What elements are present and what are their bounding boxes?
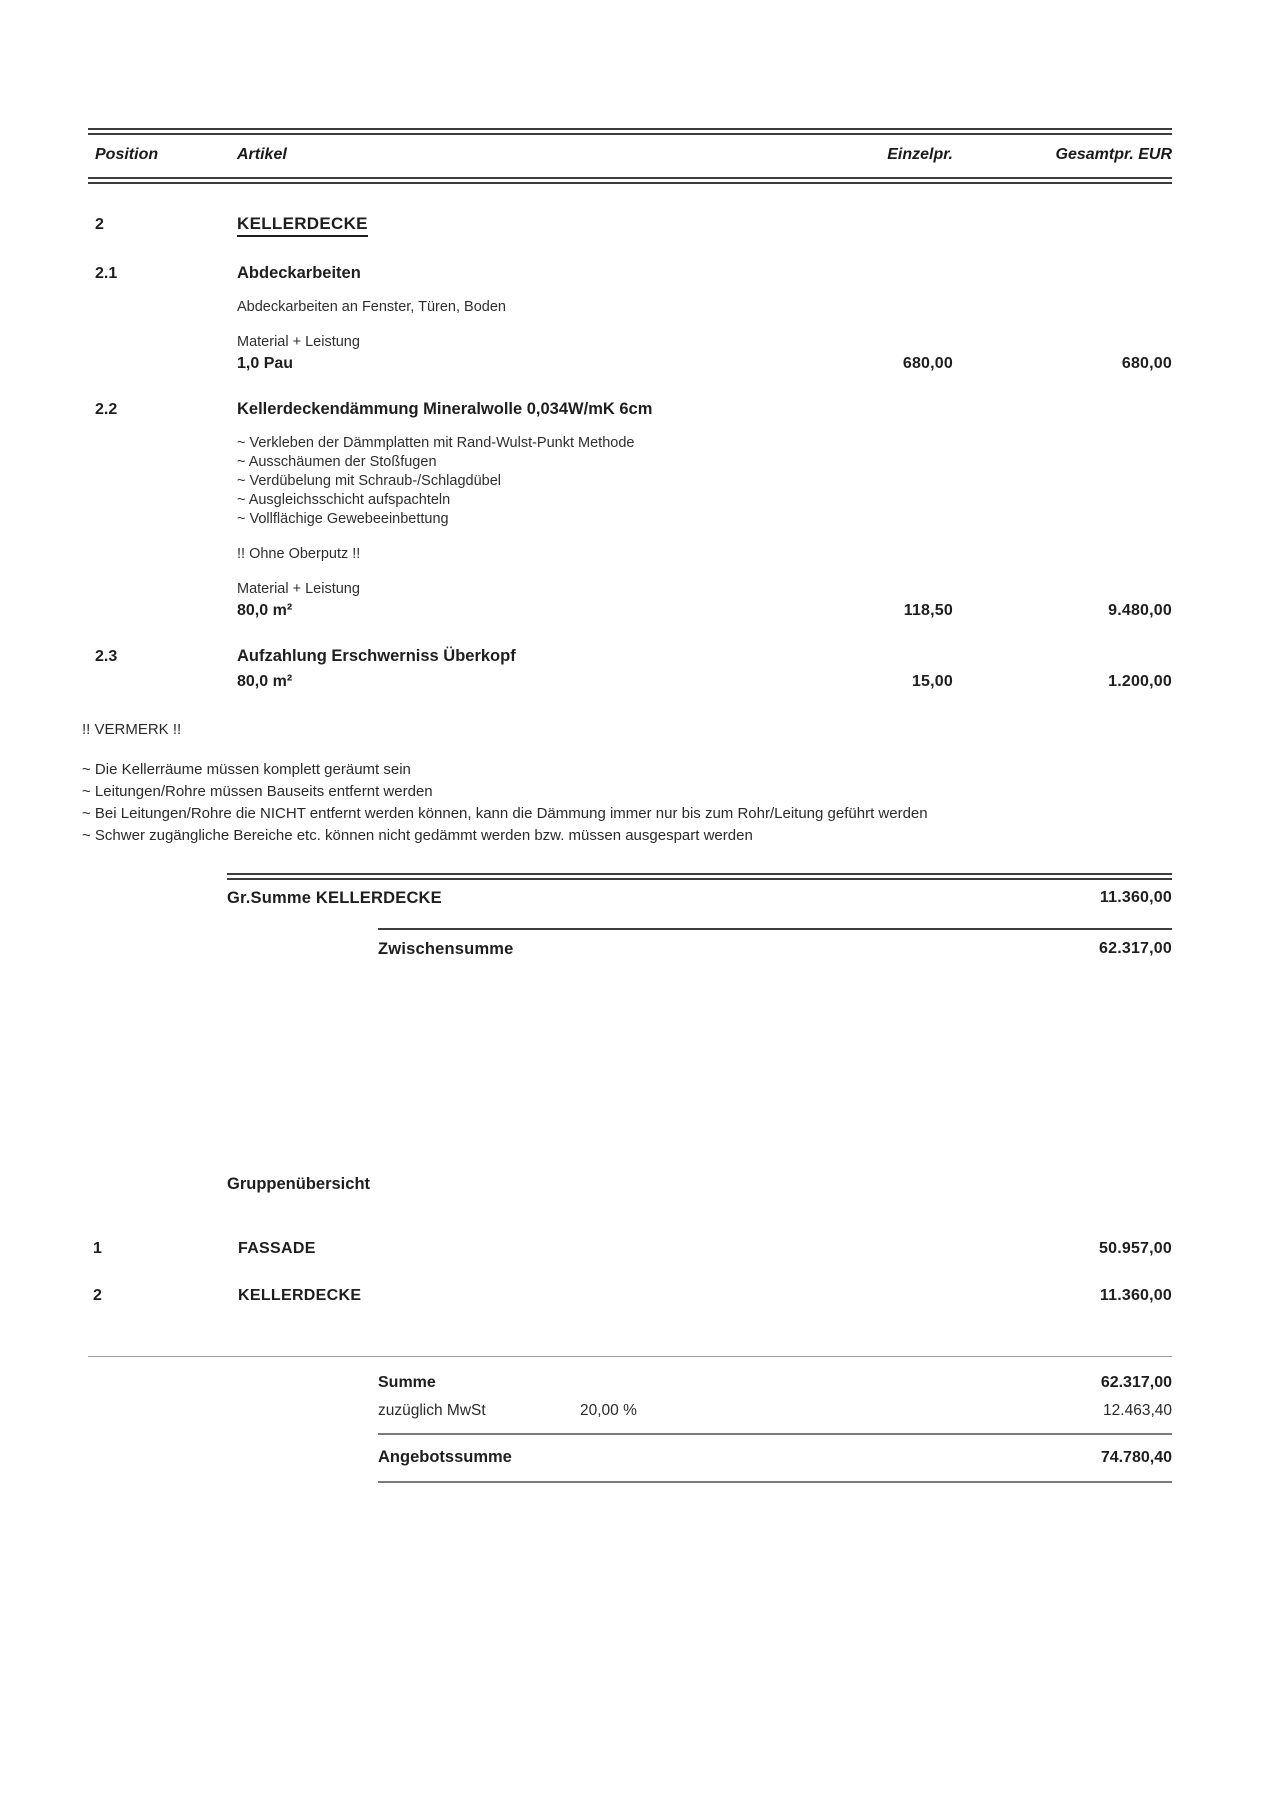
- item-2-1-unit-price: 680,00: [902, 355, 953, 372]
- summary-bottom-rule: [378, 1481, 1172, 1483]
- vermerk-line-4: ~ Schwer zugängliche Bereiche etc. können nicht gedämmt werden bzw. müssen ausgespart werden: [82, 827, 753, 844]
- summary-vat-row: [378, 1402, 1172, 1420]
- summary-sum-label: Summe: [378, 1374, 436, 1391]
- item-2-2-desc-line-3: ~ Verdübelung mit Schraub-/Schlagdübel: [237, 473, 501, 489]
- item-2-1-title: Abdeckarbeiten: [237, 264, 361, 282]
- vermerk-line-1: ~ Die Kellerräume müssen komplett geräumt sein: [82, 761, 411, 778]
- item-2-3-quantity: 80,0 m²: [237, 673, 293, 690]
- overview-title: Gruppenübersicht: [227, 1175, 371, 1193]
- group-sum-row: [227, 880, 1172, 914]
- item-2-1-description: Abdeckarbeiten an Fenster, Türen, Boden: [237, 299, 506, 315]
- document-content: [82, 128, 1172, 1483]
- item-2-1-price-row: [88, 355, 1172, 373]
- group-sum-value: 11.360,00: [1099, 889, 1172, 906]
- item-2-3-title: Aufzahlung Erschwerniss Überkopf: [237, 647, 516, 665]
- item-2-2-price-row: [88, 602, 1172, 620]
- summary-sum-value: 62.317,00: [1100, 1374, 1172, 1391]
- item-2-2-unit-price: 118,50: [903, 602, 953, 619]
- summary-mid-rule: [378, 1433, 1172, 1435]
- overview-row-fassade: [88, 1240, 1172, 1258]
- vermerk-line-2: ~ Leitungen/Rohre müssen Bauseits entfernt werden: [82, 783, 433, 800]
- subtotal-value: 62.317,00: [1099, 940, 1172, 957]
- table-header: [88, 135, 1172, 177]
- overview-row-2-position: 2: [93, 1287, 102, 1304]
- summary-vat-value: 12.463,40: [1103, 1402, 1172, 1419]
- overview-row-2-name: KELLERDECKE: [238, 1287, 362, 1304]
- item-2-1-position: 2.1: [95, 265, 118, 282]
- header-bottom-rule: [88, 177, 1172, 184]
- col-header-artikel: Artikel: [237, 146, 287, 163]
- item-2-2-qty-label: Material + Leistung: [237, 581, 360, 597]
- summary-block: [378, 1374, 1172, 1483]
- summary-vat-rate: 20,00 %: [580, 1402, 637, 1419]
- summary-vat-label: zuzüglich MwSt: [378, 1402, 486, 1419]
- item-2-3-price-row: [88, 673, 1172, 691]
- col-header-gesamtpr: Gesamtpr. EUR: [1055, 146, 1172, 163]
- item-2-2-total: 9.480,00: [1108, 602, 1172, 619]
- group-sum-label: Gr.Summe KELLERDECKE: [227, 889, 442, 907]
- item-2-2-quantity: 80,0 m²: [237, 602, 293, 619]
- item-2-3-total: 1.200,00: [1108, 673, 1172, 690]
- overview-row-2-value: 11.360,00: [1099, 1287, 1172, 1304]
- summary-sum-row: [378, 1374, 1172, 1392]
- item-2-1-total: 680,00: [1121, 355, 1172, 372]
- subtotal-row: [378, 930, 1172, 965]
- col-header-einzelpr: Einzelpr.: [887, 146, 953, 163]
- item-2-2-desc-line-5: ~ Vollflächige Gewebeeinbettung: [237, 511, 449, 527]
- item-2-3-unit-price: 15,00: [911, 673, 953, 690]
- vermerk-line-3: ~ Bei Leitungen/Rohre die NICHT entfernt werden können, kann die Dämmung immer nur bis zum Rohr/Leitung geführt werden: [82, 805, 928, 822]
- item-2-2-desc-line-4: ~ Ausgleichsschicht aufspachteln: [237, 492, 451, 508]
- group-position-number: 2: [95, 216, 104, 233]
- group-sum-rule: [227, 873, 1172, 880]
- item-2-1-quantity: 1,0 Pau: [237, 355, 294, 372]
- item-2-2-title: Kellerdeckendämmung Mineralwolle 0,034W/mK 6cm: [237, 400, 653, 418]
- group-sum-block: [227, 873, 1172, 914]
- overview-row-kellerdecke: [88, 1287, 1172, 1305]
- item-2-2-note: !! Ohne Oberputz !!: [237, 546, 361, 562]
- overview-row-1-value: 50.957,00: [1099, 1240, 1172, 1257]
- summary-total-value: 74.780,40: [1100, 1449, 1172, 1466]
- item-2-2-desc-line-1: ~ Verkleben der Dämmplatten mit Rand-Wulst-Punkt Methode: [237, 435, 635, 451]
- overview-row-1-name: FASSADE: [238, 1240, 316, 1257]
- subtotal-block: [378, 928, 1172, 965]
- vermerk-title: !! VERMERK !!: [82, 721, 182, 738]
- item-2-2-position: 2.2: [95, 401, 118, 418]
- summary-total-row: [378, 1448, 1172, 1467]
- summary-total-label: Angebotssumme: [378, 1448, 512, 1466]
- item-2-1-qty-label: Material + Leistung: [237, 334, 360, 350]
- item-2-2-desc-line-2: ~ Ausschäumen der Stoßfugen: [237, 454, 437, 470]
- overview-row-1-position: 1: [93, 1240, 102, 1257]
- item-2-2-title-row: [88, 400, 1172, 419]
- col-header-position: Position: [95, 146, 159, 163]
- header-top-rule: [88, 128, 1172, 135]
- item-2-3-position: 2.3: [95, 648, 118, 665]
- group-title-row: [88, 214, 1172, 237]
- item-2-1-title-row: [88, 264, 1172, 283]
- item-2-3-title-row: [88, 647, 1172, 666]
- vermerk-text: [82, 759, 1122, 847]
- item-2-2-description: [237, 434, 1172, 529]
- subtotal-label: Zwischensumme: [378, 940, 514, 958]
- group-title: KELLERDECKE: [237, 214, 368, 237]
- summary-top-rule: [88, 1356, 1172, 1357]
